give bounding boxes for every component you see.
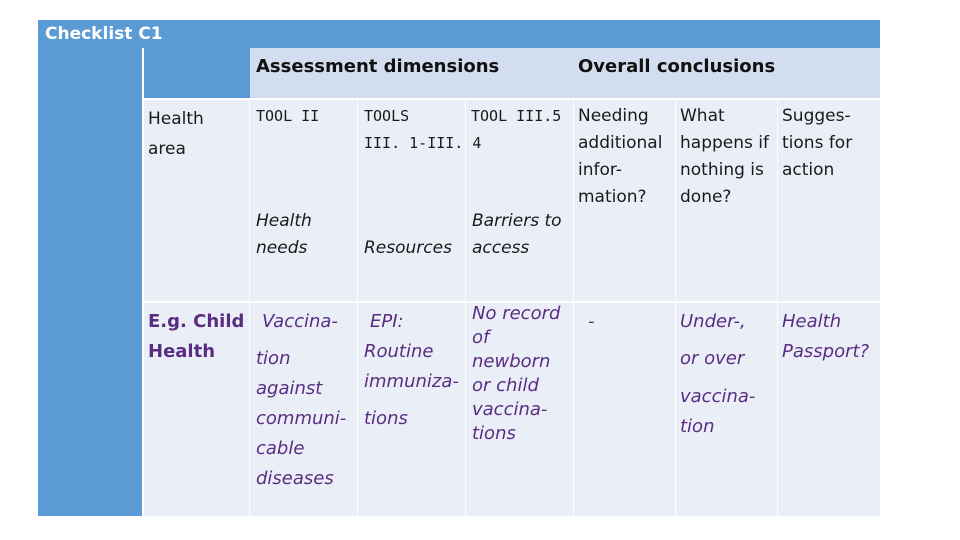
side-column bbox=[38, 48, 144, 516]
needing-line3: infor- bbox=[578, 160, 622, 180]
needing-line4: mation? bbox=[578, 187, 647, 207]
checklist-title: Checklist C1 bbox=[38, 20, 880, 48]
needing-line1: Needing bbox=[578, 106, 649, 126]
what-line1: What bbox=[680, 106, 725, 126]
what-line4: done? bbox=[680, 187, 732, 207]
assessment-dimensions-header: Assessment dimensions bbox=[256, 56, 500, 77]
tools-header-line2: III. 1-III. 4 bbox=[364, 134, 482, 152]
sugges-line3: action bbox=[782, 160, 835, 180]
example-tool2-line5: cable bbox=[256, 438, 305, 459]
example-what-line2: or over bbox=[680, 348, 745, 369]
health-needs-line2: needs bbox=[256, 238, 308, 258]
what-line2: happens if bbox=[680, 133, 769, 153]
example-what-line1: Under-, bbox=[680, 311, 746, 332]
example-tool35-line3: newborn bbox=[472, 351, 551, 372]
example-tool35-line2: of bbox=[472, 327, 490, 348]
example-tool2-line3: against bbox=[256, 378, 323, 399]
example-tool35-line6: tions bbox=[472, 423, 516, 444]
health-area-label-line2: area bbox=[148, 139, 186, 159]
tool35-cell bbox=[466, 100, 574, 303]
example-tools-line3: immuniza- bbox=[364, 371, 459, 392]
tools-header-line1: TOOLS bbox=[364, 107, 410, 125]
barriers-line1: Barriers to bbox=[472, 211, 562, 231]
example-label-line1: E.g. Child bbox=[148, 311, 245, 332]
barriers-line2: access bbox=[472, 238, 530, 258]
example-tool2-line2: tion bbox=[256, 348, 291, 369]
example-tool2-line1: Vaccina- bbox=[262, 311, 338, 332]
health-needs-line1: Health bbox=[256, 211, 312, 231]
example-tools-line1: EPI: bbox=[370, 311, 404, 332]
example-needing-value: - bbox=[588, 311, 595, 332]
example-what-line4: tion bbox=[680, 416, 715, 437]
sugges-line2: tions for bbox=[782, 133, 853, 153]
tool35-header: TOOL III.5 bbox=[471, 107, 562, 125]
example-tools-line4: tions bbox=[364, 408, 408, 429]
resources-label: Resources bbox=[364, 238, 452, 258]
example-tool2-line6: diseases bbox=[256, 468, 334, 489]
example-tool35-line5: vaccina- bbox=[472, 399, 548, 420]
overall-conclusions-header: Overall conclusions bbox=[578, 56, 776, 77]
sugges-line1: Sugges- bbox=[782, 106, 851, 126]
example-tools-line2: Routine bbox=[364, 341, 434, 362]
tool2-header: TOOL II bbox=[256, 107, 320, 125]
needing-line2: additional bbox=[578, 133, 663, 153]
example-sugges-line2: Passport? bbox=[782, 341, 870, 362]
health-area-label-line1: Health bbox=[148, 109, 204, 129]
example-label-line2: Health bbox=[148, 341, 216, 362]
example-tool35-line1: No record bbox=[472, 303, 561, 324]
tool2-cell bbox=[250, 100, 358, 303]
example-sugges-line1: Health bbox=[782, 311, 842, 332]
what-line3: nothing is bbox=[680, 160, 764, 180]
header-left-cell bbox=[144, 48, 250, 100]
example-tool35-line4: or child bbox=[472, 375, 539, 396]
example-what-line3: vaccina- bbox=[680, 386, 756, 407]
example-tool2-line4: communi- bbox=[256, 408, 347, 429]
